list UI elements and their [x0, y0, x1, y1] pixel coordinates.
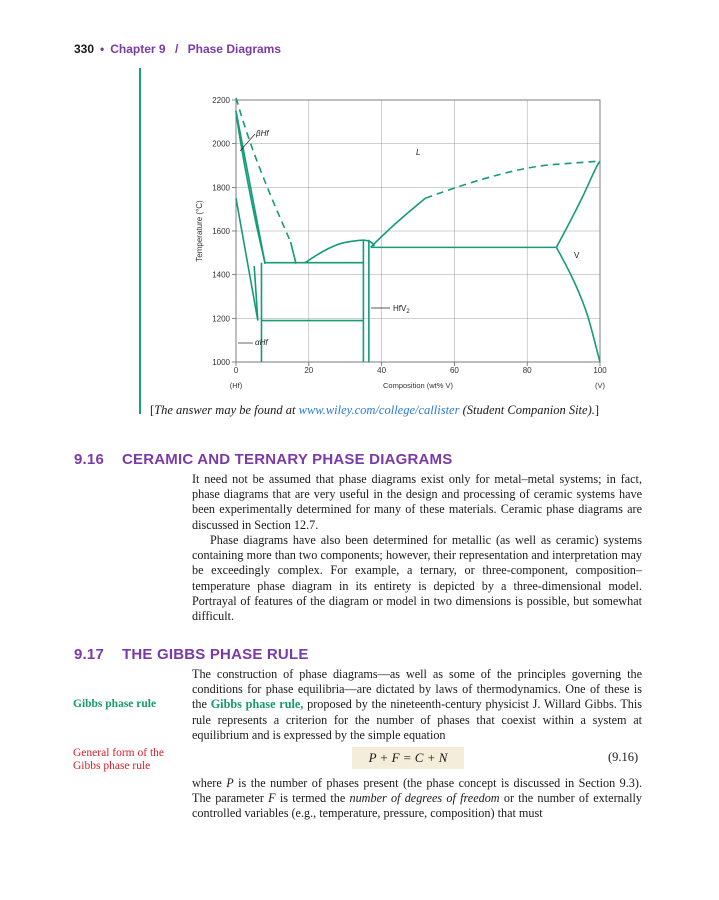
phase-diagram-figure	[150, 70, 650, 400]
chapter-label: Chapter 9	[110, 42, 166, 56]
figure-caption	[150, 403, 599, 418]
x-tick-label: 80	[522, 366, 532, 375]
section-9-17-title: THE GIBBS PHASE RULE	[122, 646, 309, 663]
margin-note-general-line-1: General form of the	[73, 747, 165, 759]
phase-boundary-liquidus-right-solid	[371, 198, 426, 247]
page-number: 330	[74, 42, 95, 56]
phase-boundary-v-solvus	[556, 247, 600, 362]
section-9-16-title: CERAMIC AND TERNARY PHASE DIAGRAMS	[122, 451, 453, 468]
p2-text-a: where	[192, 776, 227, 790]
phase-label-vanadium: V	[574, 251, 580, 260]
p1-text-b: proposed by the nineteenth-century physicist J. Willard Gibbs. This rule represents a criterion for the number of phases that coexist within a system at equilibrium and is expressed by the simple equation	[192, 697, 643, 742]
phase-label-beta-hf: βHf	[256, 129, 269, 138]
x-axis-label: Composition (wt% V)	[382, 381, 454, 390]
margin-note-gibbs-phase-rule: Gibbs phase rule	[73, 698, 157, 710]
phase-label-hfv2	[393, 304, 410, 315]
gibbs-equation: P + F = C + N	[352, 747, 464, 769]
y-tick-label: 2200	[212, 96, 230, 105]
x-tick-label: 0	[233, 366, 239, 375]
margin-note-general-form	[73, 747, 164, 773]
companion-site-link[interactable]: www.wiley.com/college/callister	[298, 403, 460, 417]
section-9-17-heading	[74, 646, 309, 663]
y-tick-label: 1400	[212, 270, 230, 280]
degrees-of-freedom-term: number of degrees of freedom	[349, 791, 500, 806]
section-9-17-paragraph-1	[192, 667, 642, 743]
section-9-17-number: 9.17	[74, 646, 104, 663]
section-9-16-paragraph-1: It need not be assumed that phase diagrams exist only for metal–metal systems; in fact, phase diagrams that are very useful in the design and processing of ceramic systems have been experimentally determined for many of these materials. Ceramic phase diagrams are discussed in Section 12.7.	[192, 472, 642, 532]
p2-symbol-p: P	[226, 776, 234, 790]
x-tick-label: 100	[593, 366, 607, 375]
section-9-16-heading	[74, 451, 452, 468]
y-tick-label: 1000	[212, 358, 230, 367]
p2-text-b: is the number of phases present (the phase concept is discussed in Section 9.3). The parameter	[192, 776, 642, 806]
y-tick-label: 1200	[212, 314, 230, 324]
header-separator: /	[174, 42, 179, 56]
caption-close: ]	[594, 403, 600, 417]
caption-text-after: (Student Companion Site).	[459, 403, 595, 417]
x-left-end-label: (Hf)	[229, 381, 243, 390]
x-tick-label: 60	[449, 366, 459, 375]
x-right-end-label: (V)	[595, 381, 605, 390]
running-header	[74, 42, 281, 56]
phase-label-alpha-hf: αHf	[255, 338, 268, 347]
margin-note-general-line-2: Gibbs phase rule	[73, 760, 151, 772]
equation-number: (9.16)	[608, 750, 639, 764]
chapter-title: Phase Diagrams	[187, 42, 282, 56]
phase-boundary-liquidus-right-dashed	[425, 161, 600, 198]
phase-boundary-liquidus-dashed-left	[236, 98, 291, 242]
caption-text-before: The answer may be found at	[154, 403, 299, 417]
hfv2-text: HfV	[393, 304, 407, 313]
phase-diagram-svg	[150, 70, 650, 400]
y-tick-label: 2000	[212, 139, 230, 149]
hfv2-subscript: 2	[406, 309, 410, 315]
phase-label-liquid: L	[416, 148, 421, 157]
section-9-16-paragraph-2: Phase diagrams have also been determined for metallic (as well as ceramic) systems containing more than two components; however, their representation and interpretation may be exceedingly complex. For example, a ternary, or three-component, composition–temperature phase diagram in its entirety is depicted by a three-dimensional model. Portrayal of features of the diagram or model in two dimensions is possible, but somewhat difficult.	[192, 533, 642, 624]
y-tick-label: 1600	[212, 227, 230, 236]
section-9-17-paragraph-2	[192, 776, 642, 822]
phase-boundary-v-solidus	[556, 161, 600, 247]
phase-boundary-liquidus-mid	[291, 242, 296, 264]
header-bullet: •	[100, 42, 105, 56]
p2-symbol-f: F	[268, 791, 276, 806]
gibbs-phase-rule-term: Gibbs phase rule,	[210, 697, 304, 712]
section-9-16-number: 9.16	[74, 451, 104, 468]
p1-text-a: The construction of phase diagrams—as well as some of the principles governing the conditions for phase equilibria—are dictated by laws of thermodynamics. One of these is the	[192, 667, 642, 712]
figure-side-rule	[139, 68, 141, 414]
x-tick-label: 20	[304, 366, 314, 375]
y-axis-label: Temperature (°C)	[195, 200, 204, 262]
p2-text-d: or the number of externally controlled variables (e.g., temperature, pressure, composition) that must	[192, 791, 642, 821]
p2-text-c: is termed the	[275, 791, 350, 806]
caption-open: [	[150, 403, 155, 417]
y-tick-label: 1800	[212, 183, 230, 193]
x-tick-label: 40	[377, 366, 387, 375]
